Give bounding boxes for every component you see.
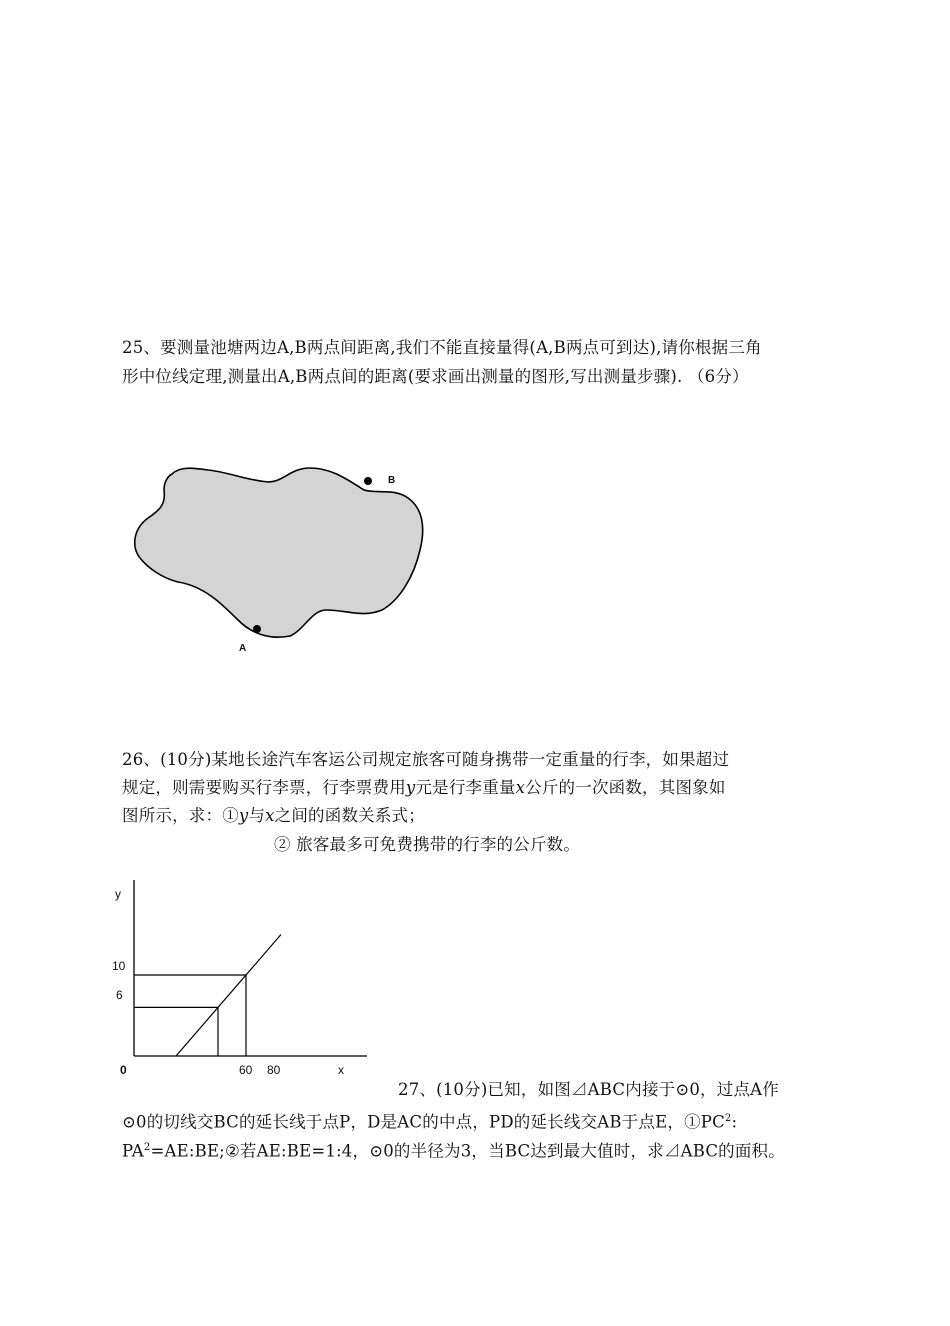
y-axis-label: y: [115, 887, 121, 901]
x-tick-label-80: 80: [267, 1063, 281, 1077]
q26-line-4: ② 旅客最多可免费携带的行李的公斤数。: [274, 835, 581, 854]
fee-line: [176, 935, 281, 1057]
luggage-fee-chart: [105, 870, 375, 1080]
point-a-dot: [253, 625, 261, 633]
y-tick-label-6: 6: [116, 988, 123, 1002]
q26-line-1: 26、(10分)某地长途汽车客运公司规定旅客可随身携带一定重量的行李，如果超过: [122, 750, 730, 769]
x-tick-label-60: 60: [239, 1063, 253, 1077]
q26-line-3: 图所示，求：①y与x之间的函数关系式；: [122, 806, 425, 825]
q25-line-2: 形中位线定理,测量出A,B两点间的距离(要求画出测量的图形,写出测量步骤). （6分）: [122, 367, 749, 386]
q27-line-3: $PA^2=AE:BE;②$若AE:BE=1:4，⊙0的半径为3，当BC达到最大值时，求⊿ABC的面积。: [122, 1141, 785, 1161]
q25-line-1: 25、要测量池塘两边A,B两点间距离,我们不能直接量得(A,B两点可到达),请你根据三角: [122, 338, 762, 357]
q26-line-2: 规定，则需要购买行李票，行李票费用y元是行李重量x公斤的一次函数，其图象如: [122, 778, 726, 797]
q27-line-2: ⊙0的切线交BC的延长线于点P，D是AC的中点，PD的延长线交AB于点E，$①PC^2$:: [122, 1112, 738, 1132]
q27-line-1: 27、(10分)已知，如图⊿ABC内接于⊙0，过点A作: [398, 1080, 779, 1099]
point-b-label: B: [388, 475, 396, 486]
y-tick-label-10: 10: [112, 959, 126, 973]
x-axis-label: x: [338, 1063, 344, 1077]
point-a-label: A: [239, 643, 247, 654]
pond-shape: [135, 468, 423, 637]
origin-label: 0: [120, 1063, 127, 1077]
pond-figure: [128, 460, 438, 660]
point-b-dot: [364, 477, 372, 485]
